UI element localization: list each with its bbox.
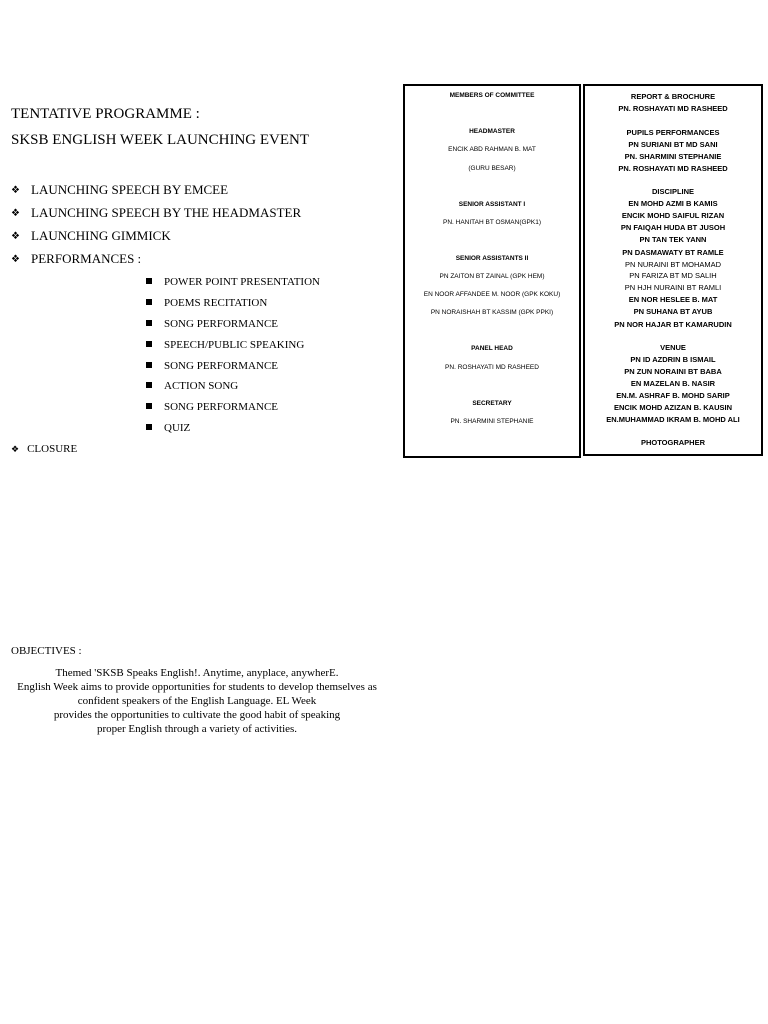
list-item-label: SONG PERFORMANCE [164, 359, 278, 372]
square-bullet-icon [146, 278, 152, 284]
pupils-performances-name: PN SURIANI BT MD SANI [628, 140, 718, 149]
list-item-label: SONG PERFORMANCE [164, 401, 278, 414]
discipline-name: PN FAIQAH HUDA BT JUSOH [620, 223, 726, 232]
senior-assistants-2-heading: SENIOR ASSISTANTS II [455, 255, 529, 262]
secretary-name: PN. SHARMINI STEPHANIE [450, 418, 534, 425]
venue-heading: VENUE [660, 343, 686, 352]
discipline-name: PN DASMAWATY BT RAMLE [622, 248, 724, 257]
venue-name: PN ID AZDRIN B ISMAIL [630, 355, 716, 364]
secretary-heading: SECRETARY [472, 400, 512, 407]
discipline-name: PN FARIZA BT MD SALIH [629, 271, 717, 280]
list-item [146, 400, 396, 421]
headmaster-name: ENCIK ABD RAHMAN B. MAT [448, 146, 536, 153]
panel-head-heading: PANEL HEAD [471, 345, 513, 352]
objectives-paragraph [11, 666, 383, 736]
objectives-line: proper English through a variety of activities. [96, 723, 298, 735]
diamond-bullet-icon: ❖ [11, 208, 20, 219]
list-item [11, 182, 391, 205]
closure-item [11, 443, 77, 455]
list-item [11, 205, 391, 228]
square-bullet-icon [146, 382, 152, 388]
list-item-label: QUIZ [164, 422, 191, 435]
square-bullet-icon [146, 424, 152, 430]
discipline-name: PN NURAINI BT MOHAMAD [624, 260, 722, 269]
diamond-bullet-icon: ❖ [11, 444, 20, 454]
square-bullet-icon [146, 320, 152, 326]
senior-assistant-1-heading: SENIOR ASSISTANT I [458, 201, 526, 208]
list-item-label: POWER POINT PRESENTATION [164, 276, 320, 288]
senior-assistant-2-name: PN NORAISHAH BT KASSIM (GPK PPKI) [430, 309, 554, 316]
senior-assistant-2-name: PN ZAITON BT ZAINAL (GPK HEM) [439, 273, 545, 280]
pupils-performances-heading: PUPILS PERFORMANCES [626, 128, 720, 137]
square-bullet-icon [146, 299, 152, 305]
list-item-label: PERFORMANCES : [31, 251, 142, 266]
headmaster-heading: HEADMASTER [469, 128, 515, 135]
pupils-performances-name: PN. ROSHAYATI MD RASHEED [618, 164, 728, 173]
list-item-label: LAUNCHING SPEECH BY EMCEE [31, 182, 229, 197]
list-item-label: SPEECH/PUBLIC SPEAKING [164, 338, 305, 351]
pupils-performances-name: PN. SHARMINI STEPHANIE [624, 152, 722, 161]
list-item [146, 275, 396, 296]
list-item [11, 251, 391, 274]
diamond-bullet-icon: ❖ [11, 231, 20, 242]
report-heading: REPORT & BROCHURE [630, 92, 716, 101]
list-item-label: POEMS RECITATION [164, 296, 268, 309]
venue-name: PN ZUN NORAINI BT BABA [624, 367, 722, 376]
venue-name: ENCIK MOHD AZIZAN B. KAUSIN [613, 403, 733, 412]
headmaster-role: (GURU BESAR) [468, 165, 516, 172]
report-name: PN. ROSHAYATI MD RASHEED [618, 104, 728, 113]
list-item-label: ACTION SONG [164, 380, 239, 393]
discipline-heading: DISCIPLINE [651, 187, 695, 196]
venue-name: EN.MUHAMMAD IKRAM B. MOHD ALI [606, 415, 740, 424]
list-item-label: SONG PERFORMANCE [164, 317, 278, 330]
discipline-name: PN SUHANA BT AYUB [633, 307, 713, 316]
discipline-name: PN TAN TEK YANN [639, 235, 707, 244]
discipline-name: EN NOR HESLEE B. MAT [628, 295, 718, 304]
objectives-heading: OBJECTIVES : [11, 645, 82, 657]
discipline-name: PN NOR HAJAR BT KAMARUDIN [614, 320, 732, 329]
committee-title: MEMBERS OF COMMITTEE [449, 92, 535, 99]
venue-name: EN MAZELAN B. NASIR [630, 379, 716, 388]
diamond-bullet-icon: ❖ [11, 185, 20, 196]
list-item [146, 296, 396, 317]
list-item-label: LAUNCHING GIMMICK [31, 228, 171, 243]
objectives-line: provides the opportunities to cultivate the good habit of speaking [53, 709, 341, 721]
diamond-bullet-icon: ❖ [11, 254, 20, 265]
list-item [146, 338, 396, 359]
closure-label: CLOSURE [27, 443, 78, 455]
objectives-line: Themed 'SKSB Speaks English!. Anytime, anyplace, anywherE. [55, 667, 339, 679]
list-item [146, 359, 396, 380]
roles-box [583, 84, 763, 456]
objectives-line: English Week aims to provide opportunities for students to develop themselves as [17, 681, 377, 693]
venue-name: EN.M. ASHRAF B. MOHD SARIP [616, 391, 730, 400]
list-item [146, 421, 396, 442]
programme-list [11, 182, 391, 274]
list-item-label: LAUNCHING SPEECH BY THE HEADMASTER [31, 205, 302, 220]
performances-list [146, 275, 396, 442]
photographer-heading: PHOTOGRAPHER [640, 438, 706, 447]
committee-box [403, 84, 581, 458]
list-item [146, 317, 396, 338]
senior-assistant-1-name: PN. HANITAH BT OSMAN(GPK1) [443, 219, 541, 226]
objectives-line: confident speakers of the English Language. EL Week [77, 695, 317, 707]
square-bullet-icon [146, 341, 152, 347]
discipline-name: ENCIK MOHD SAIFUL RIZAN [621, 211, 725, 220]
senior-assistant-2-name: EN NOOR AFFANDEE M. NOOR (GPK KOKU) [423, 291, 561, 298]
event-title: SKSB ENGLISH WEEK LAUNCHING EVENT [11, 132, 310, 148]
discipline-name: EN MOHD AZMI B KAMIS [628, 199, 718, 208]
square-bullet-icon [146, 403, 152, 409]
list-item [146, 379, 396, 400]
list-item [11, 228, 391, 251]
discipline-name: PN HJH NURAINI BT RAMLI [624, 283, 722, 292]
panel-head-name: PN. ROSHAYATI MD RASHEED [445, 364, 539, 371]
programme-title: TENTATIVE PROGRAMME : [11, 106, 200, 122]
square-bullet-icon [146, 362, 152, 368]
